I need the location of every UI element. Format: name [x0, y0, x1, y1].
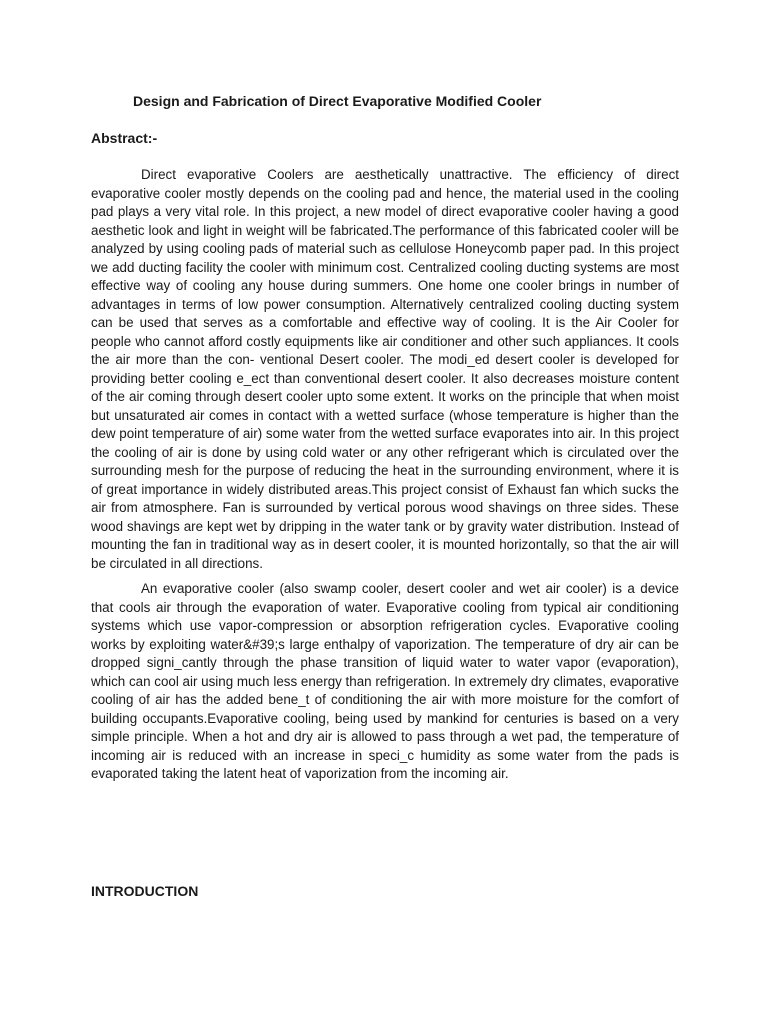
- abstract-heading: Abstract:-: [91, 130, 158, 146]
- document-title: Design and Fabrication of Direct Evaporative Modified Cooler: [133, 93, 542, 109]
- abstract-paragraph-1: Direct evaporative Coolers are aesthetically unattractive. The efficiency of direct evaporative cooler mostly depends on the cooling pad and hence, the material used in the cooling pad plays a very vital role. In this project, a new model of direct evaporative cooler having a good aesthetic look and light in weight will be fabricated.The performance of this fabricated cooler will be analyzed by using cooling pads of material such as cellulose Honeycomb paper pad. In this project we add ducting facility the cooler with minimum cost. Centralized cooling ducting systems are most effective way of cooling any house during summers. One home one cooler brings in number of advantages in terms of low power consumption. Alternatively centralized cooling ducting system can be used that serves as a comfortable and effective way of cooling. It is the Air Cooler for people who cannot afford costly equipments like air conditioner and other such appliances. It cools the air more than the con- ventional Desert cooler. The modi_ed desert cooler is developed for providing better cooling e_ect than conventional desert cooler. It also decreases moisture content of the air coming through desert cooler upto some extent. It works on the principle that when moist but unsaturated air comes in contact with a wetted surface (whose temperature is higher than the dew point temperature of air) some water from the wetted surface evaporates into air. In this project the cooling of air is done by using cold water or any other refrigerant which is circulated over the surrounding mesh for the purpose of reducing the heat in the surrounding environment, where it is of great importance in widely distributed areas.This project consist of Exhaust fan which sucks the air from atmosphere. Fan is surrounded by vertical porous wood shavings on three sides. These wood shavings are kept wet by dripping in the water tank or by gravity water distribution. Instead of mounting the fan in traditional way as in desert cooler, it is mounted horizontally, so that the air will be circulated in all directions.: [91, 167, 679, 571]
- abstract-paragraph-2: An evaporative cooler (also swamp cooler, desert cooler and wet air cooler) is a device that cools air through the evaporation of water. Evaporative cooling from typical air conditioning systems which use vapor-compression or absorption refrigeration cycles. Evaporative cooling works by exploiting water&#39;s large enthalpy of vaporization. The temperature of dry air can be dropped signi_cantly through the phase transition of liquid water to water vapor (evaporation), which can cool air using much less energy than refrigeration. In extremely dry climates, evaporative cooling of air has the added bene_t of conditioning the air with more moisture for the comfort of building occupants.Evaporative cooling, being used by mankind for centuries is based on a very simple principle. When a hot and dry air is allowed to pass through a wet pad, the temperature of incoming air is reduced with an increase in speci_c humidity as some water from the pads is evaporated taking the latent heat of vaporization from the incoming air.: [91, 581, 679, 781]
- introduction-heading: INTRODUCTION: [91, 883, 199, 899]
